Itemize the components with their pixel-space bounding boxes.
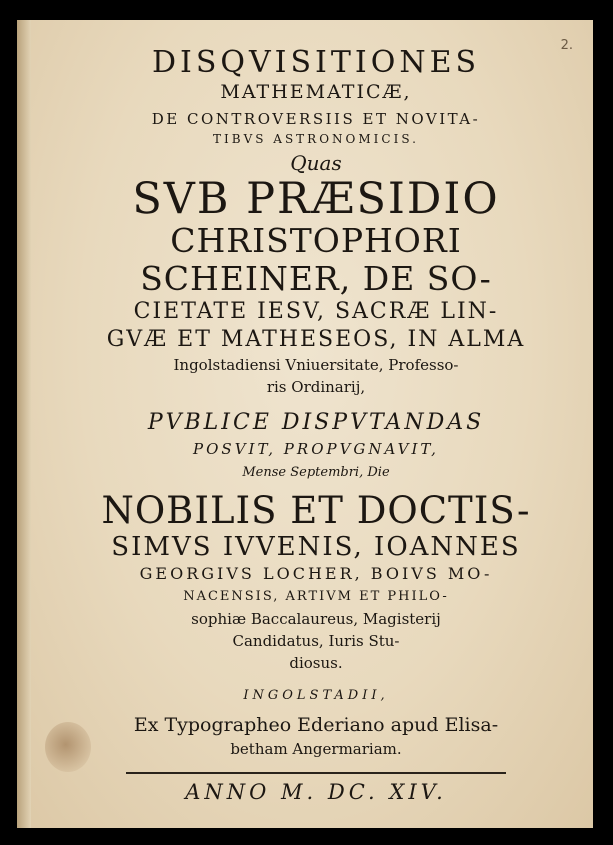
text-line: diosus. (289, 654, 343, 672)
text-line: NACENSIS, ARTIVM ET PHILO- (183, 589, 449, 604)
subtitle-line: DE CONTROVERSIIS ET NOVITA- (151, 110, 481, 128)
imprint-printer: Ex Typographeo Ederiano apud Elisa- (133, 714, 499, 736)
text-line: POSVIT, PROPVGNAVIT, (193, 440, 439, 458)
subtitle-line: TIBVS ASTRONOMICIS. (213, 132, 419, 146)
text-line: CIETATE IESV, SACRÆ LIN- (133, 299, 499, 324)
text-line: sophiæ Baccalaureus, Magisterij (191, 610, 441, 628)
title-line: DISQVISITIONES (151, 45, 481, 80)
text-line: ris Ordinarij, (266, 378, 366, 396)
presider-line: SVB PRÆSIDIO (132, 174, 500, 224)
text-line: GVÆ ET MATHESEOS, IN ALMA (106, 327, 526, 352)
divider-rule (126, 772, 506, 774)
respondent-name: GEORGIVS LOCHER, BOIVS MO- (139, 564, 493, 583)
title-page (17, 20, 593, 828)
text-line: Candidatus, Iuris Stu- (232, 632, 400, 650)
imprint-place: INGOLSTADII, (243, 688, 389, 703)
page-gutter (17, 20, 31, 828)
imprint-printer: betham Angermariam. (230, 740, 402, 758)
title-page-text (51, 42, 581, 806)
imprint-date: ANNO M. DC. XIV. (185, 780, 447, 804)
presider-name: CHRISTOPHORI (170, 221, 462, 260)
folio-mark: 2. (560, 38, 573, 53)
respondent-line: SIMVS IVVENIS, IOANNES (111, 532, 521, 562)
respondent-line: NOBILIS ET DOCTIS- (101, 489, 531, 532)
text-line: Ingolstadiensi Vniuersitate, Professo- (173, 356, 459, 374)
date-line: Mense Septembri, Die (242, 465, 390, 480)
text-line: PVBLICE DISPVTANDAS (147, 410, 485, 435)
text-line: Quas (290, 151, 342, 175)
title-line: MATHEMATICÆ, (220, 81, 412, 103)
presider-name: SCHEINER, DE SO- (140, 259, 492, 298)
